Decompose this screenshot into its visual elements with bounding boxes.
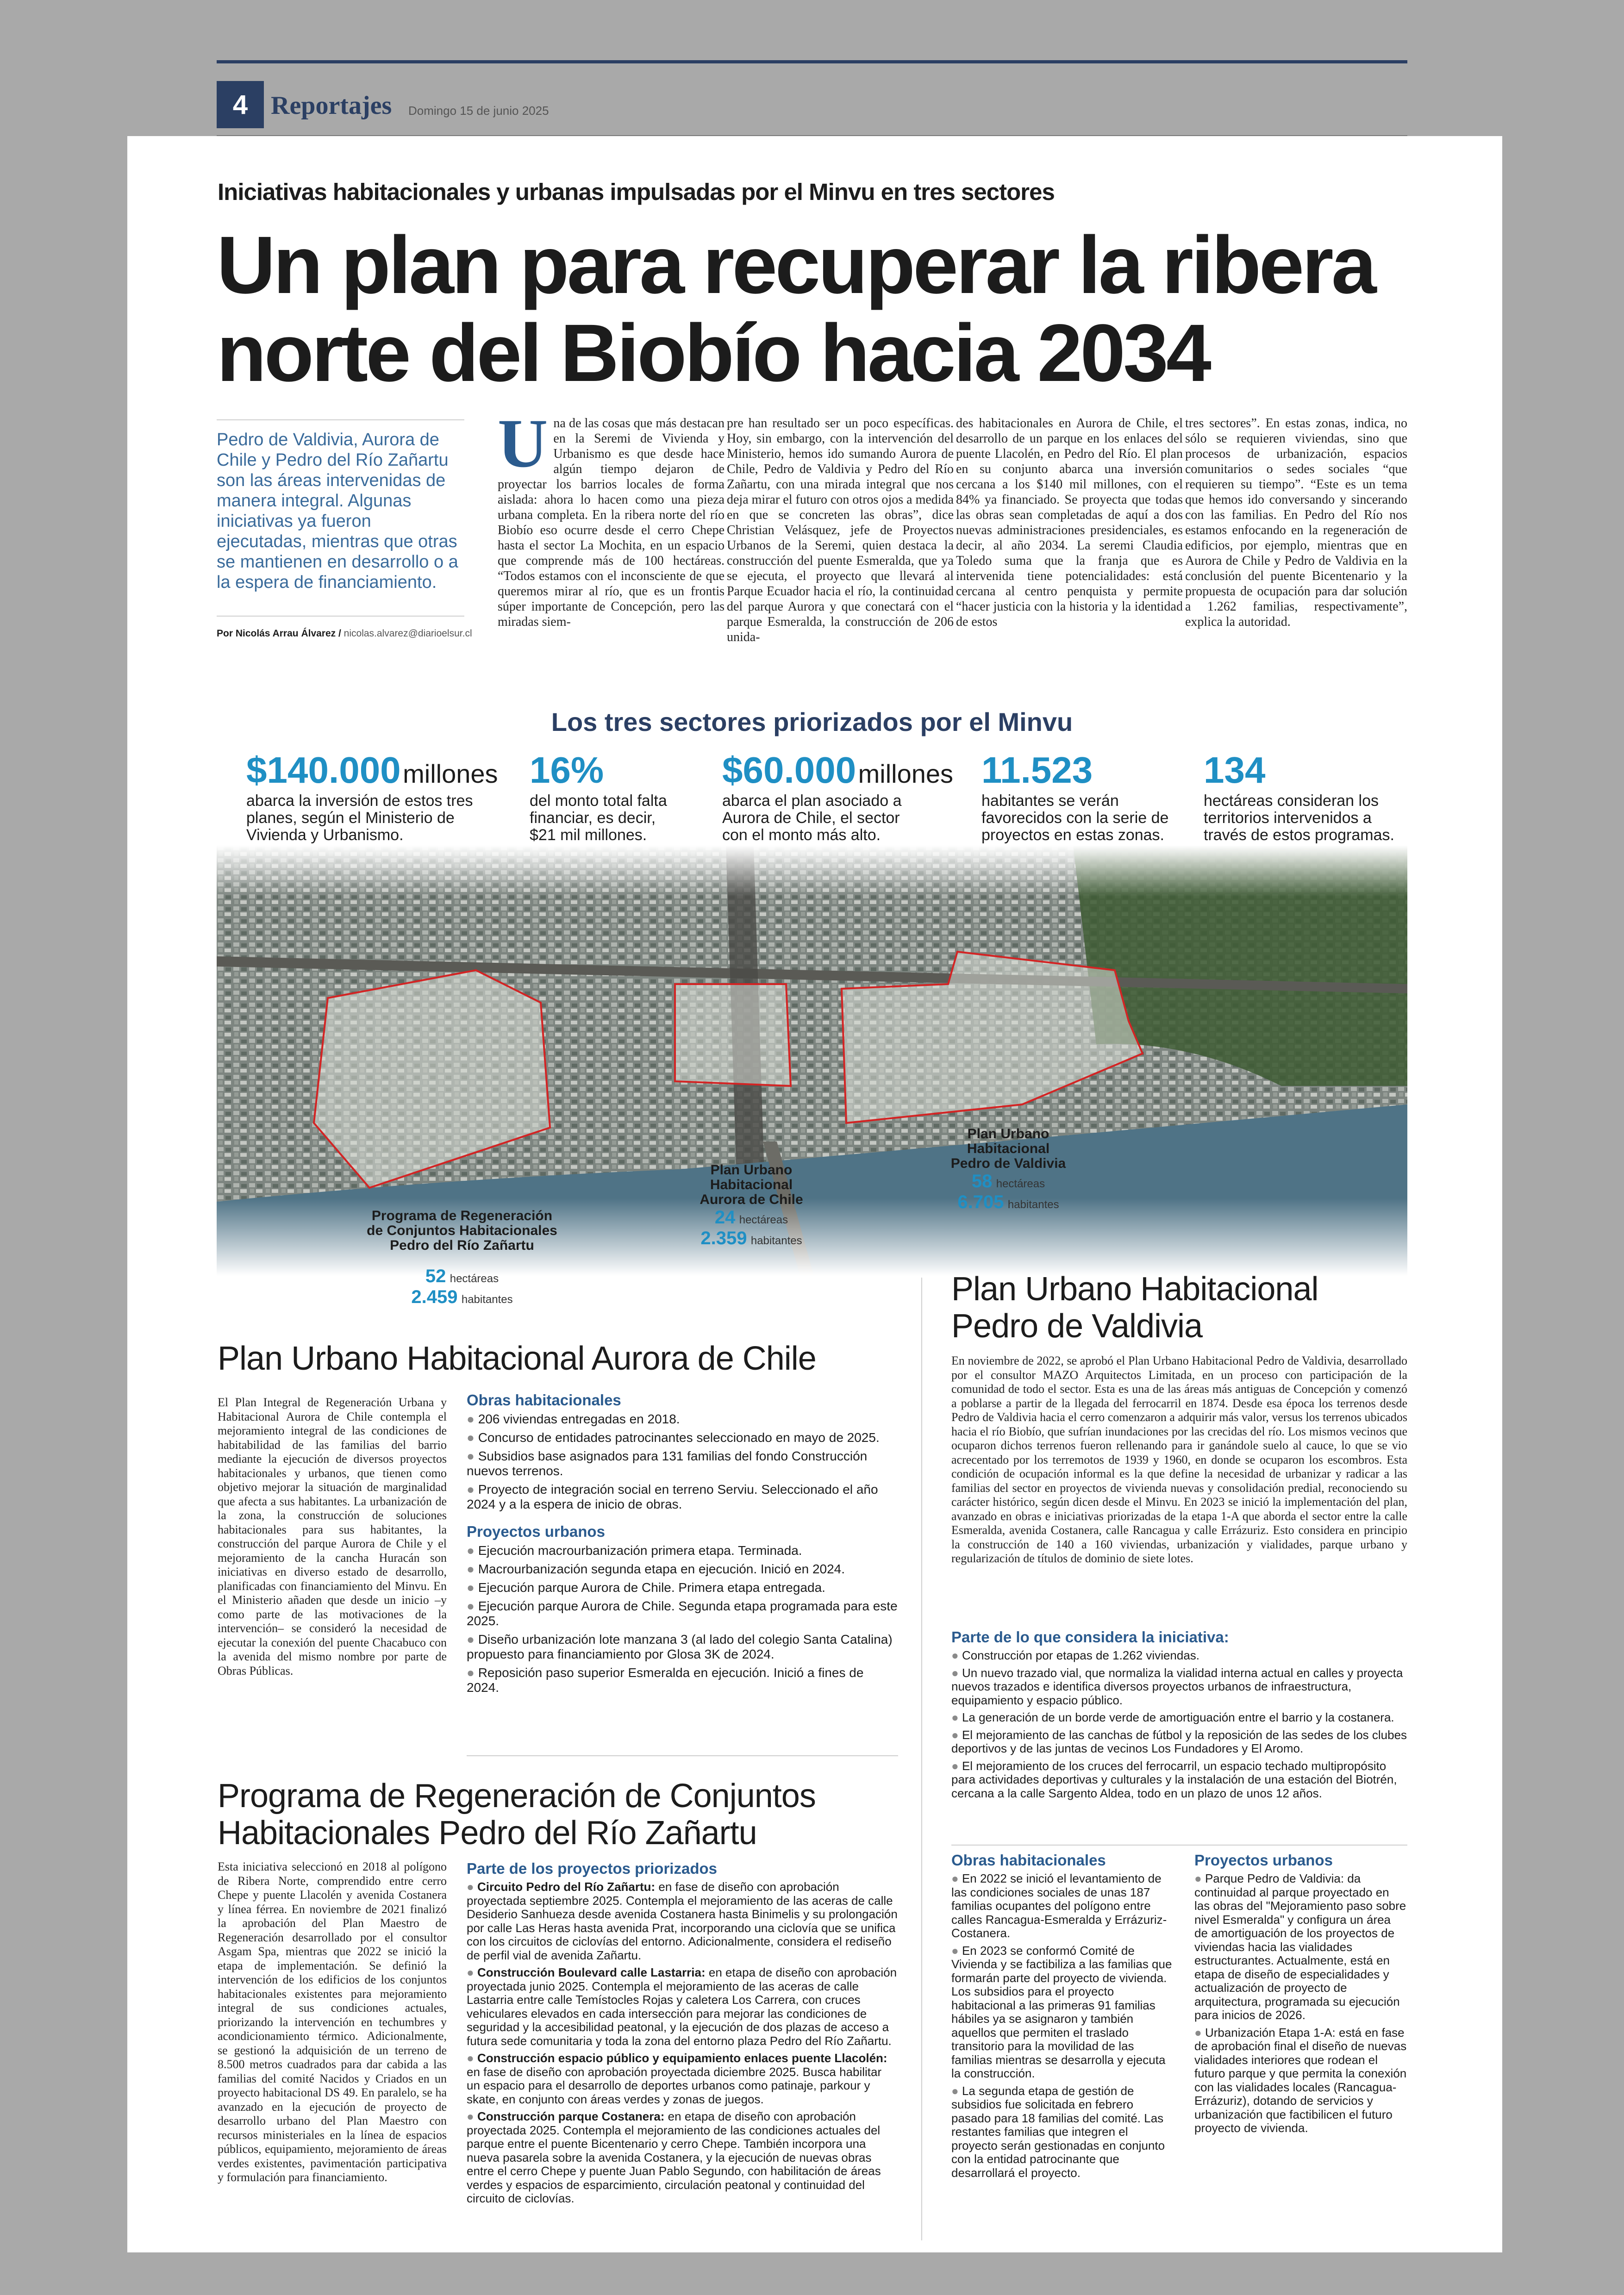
stat-desc-line: proyectos en estas zonas. — [981, 826, 1165, 844]
article-column-1 — [498, 405, 725, 630]
stat-aurora — [722, 749, 953, 844]
article-column-2: pre han resultado ser un poco específicas. Hoy, sin embargo, con la intervención del Ministerio, hemos ido sumando Aurora de Chile, Pedro de Valdivia y Pedro del Río Zañartu, con una mirada integral que nos deja mirar el futuro con otros ojos a medida en que se concreten las obras”, dice Christian Velásquez, jefe de Proyectos Urbanos de la Seremi, quien destaca la construcción del puente Esmeralda, que ya se ejecuta, el proyecto que llevará al Parque Ecuador hacia el río, la continuidad del parque Aurora y que conectará con el parque Esmeralda, la construcción de 206 unida- — [727, 416, 954, 644]
inhabitants-unit: habitantes — [1007, 1198, 1059, 1211]
label-line: Habitacional — [710, 1177, 793, 1192]
pdv-proyectos-list — [1194, 1872, 1407, 2135]
byline-email: nicolas.alvarez@diarioelsur.cl — [344, 628, 472, 639]
stat-value: $60.000 — [722, 749, 856, 791]
stat-desc — [981, 792, 1168, 844]
stat-desc — [530, 792, 667, 844]
item-text: en fase de diseño con aprobación proyectada septiembre 2025. Contempla el mejoramiento de las aceras de calle Desiderio Sanhueza desde avenida Costanera hasta Binimelis y su prolongación por calle Las Heras hasta avenida Prat, incorporando una ciclovía que se unifica con los circuitos de ciclovías del entorno. Adicionalmente, considera el rediseño de perfil vial de avenida Zañartu. — [467, 1880, 898, 1962]
list-item: ● El mejoramiento de los cruces del ferrocarril, un espacio techado multipropósito para actividades deportivas y culturales y la instalación de una estación del Biotrén, cercana a la calle Sargento Aldea, todo en un plazo de unos 12 años. — [951, 1759, 1407, 1801]
list-item: ● La segunda etapa de gestión de subsidios fue solicitada en febrero pasado para 18 familias del comité. Las restantes familias que integren el proyecto serán gestionadas en conjunto con la entidad patrocinante que desarrollará el proyecto. — [951, 2084, 1174, 2180]
label-line: de Conjuntos Habitacionales — [367, 1223, 557, 1238]
aurora-proyectos-title: Proyectos urbanos — [467, 1523, 605, 1540]
item-title: Construcción parque Costanera: — [477, 2109, 665, 2123]
label-line: Pedro del Río Zañartu — [390, 1238, 534, 1253]
overline: Iniciativas habitacionales y urbanas impulsadas por el Minvu en tres sectores — [218, 179, 1055, 205]
list-item: ● Ejecución parque Aurora de Chile. Segunda etapa programada para este 2025. — [467, 1599, 898, 1628]
stat-unit: millones — [858, 759, 954, 788]
pdr-hectares: 52 — [425, 1266, 446, 1286]
section-name: Reportajes — [271, 91, 392, 120]
list-item — [467, 2110, 898, 2206]
item-text: en fase de diseño con aprobación proyectada diciembre 2025. Busca habilitar un espacio para el desarrollo de deportes urbanos como patinaje, parkour y skate, en conjunto con áreas verdes y zonas de juegos. — [467, 2064, 882, 2106]
label-line: Pedro de Valdivia — [950, 1156, 1066, 1171]
stat-desc-line: habitantes se verán — [981, 792, 1119, 810]
label-pedro-del-rio-stats — [356, 1266, 568, 1308]
hectares-unit: hectáreas — [739, 1214, 788, 1226]
headline-line-2: norte del Biobío hacia 2034 — [217, 308, 1209, 399]
item-title: Construcción Boulevard calle Lastarria: — [477, 1965, 706, 1979]
pdv-hectares: 58 — [971, 1171, 993, 1191]
stat-desc-line: abarca la inversión de estos tres — [246, 792, 473, 810]
list-item: ● La generación de un borde verde de amortiguación entre el barrio y la costanera. — [951, 1711, 1407, 1725]
list-item: ● El mejoramiento de las canchas de fútbol y la reposición de las sedes de los clubes deportivos y de las juntas de vecinos Los Fundadores y El Aromo. — [951, 1728, 1407, 1756]
aurora-title: Plan Urbano Habitacional Aurora de Chile — [218, 1340, 816, 1377]
hectares-unit: hectáreas — [450, 1272, 499, 1285]
list-item — [467, 1880, 898, 1962]
headline-line-1: Un plan para recuperar la ribera — [217, 220, 1374, 311]
stat-desc-line: abarca el plan asociado a — [722, 792, 902, 810]
list-item: ● Construcción por etapas de 1.262 viviendas. — [951, 1649, 1407, 1663]
list-item: ● 206 viviendas entregadas en 2018. — [467, 1412, 898, 1427]
stat-desc — [722, 792, 953, 844]
stat-desc-line: del monto total falta — [530, 792, 667, 810]
headline — [217, 221, 1420, 397]
list-item: ● Ejecución parque Aurora de Chile. Primera etapa entregada. — [467, 1580, 898, 1595]
pdr-items — [467, 1880, 898, 2206]
item-title: Circuito Pedro del Río Zañartu: — [477, 1880, 656, 1894]
aurora-inhabitants: 2.359 — [700, 1228, 747, 1248]
list-item: ● Urbanización Etapa 1-A: está en fase de aprobación final el diseño de nuevas vialidades interiores que rodean el futuro parque y que permita la conexión con las vialidades locales (Rancagua-Errázuriz), dotando de servicios y urbanización que factibilicen el futuro proyecto de vivienda. — [1194, 2026, 1407, 2135]
stat-desc-line: favorecidos con la serie de — [981, 809, 1169, 827]
list-item: ● Reposición paso superior Esmeralda en ejecución. Inició a fines de 2024. — [467, 1665, 898, 1695]
inhabitants-unit: habitantes — [461, 1293, 513, 1306]
pdr-list — [467, 1860, 898, 2209]
stat-unit: millones — [403, 759, 498, 788]
stat-desc-line: Aurora de Chile, el sector — [722, 809, 900, 827]
list-item: ● Subsidios base asignados para 131 familias del fondo Construcción nuevos terrenos. — [467, 1449, 898, 1478]
article-col1-text: na de las cosas que más destacan en la Seremi de Vivienda y Urbanismo es que desde hace algún tiempo dejaron de proyectar los barrios locales de forma aislada: ahora lo hacen como una pieza urbana completa. En la ribera norte del río Biobío eso ocurre desde el cerro Chepe hasta el sector La Mochita, en un espacio que comprende más de 100 hectáreas. “Todos estamos con el inconsciente de que queremos mirar al río, que es un frontis súper importante de Concepción, pero las miradas siem- — [498, 416, 725, 629]
stat-desc-line: hectáreas consideran los — [1204, 792, 1379, 810]
pdv-obras-title: Obras habitacionales — [951, 1852, 1106, 1869]
list-item: ● Proyecto de integración social en terreno Serviu. Seleccionado el año 2024 y a la espera de inicio de obras. — [467, 1482, 898, 1512]
aurora-lists — [467, 1391, 898, 1699]
aerial-map — [217, 845, 1407, 1276]
item-text: en etapa de diseño con aprobación proyectada junio 2025. Contempla el mejoramiento de las aceras de calle Lastarria entre calle Temístocles Rojas y caletera Los Carrera, con cruces vehiculares elevados en cada intersección para mejorar las condiciones de seguridad y la accesibilidad peatonal, y la ejecución de dos plazas de acceso a futura sede comunitaria y toda la zona del entorno plaza Pedro del Río Zañartu. — [467, 1965, 897, 2048]
byline — [217, 628, 472, 639]
stat-value: 11.523 — [981, 749, 1093, 791]
stat-desc — [1204, 792, 1394, 844]
label-line: Programa de Regeneración — [371, 1208, 553, 1223]
list-item: ● En 2023 se conformó Comité de Vivienda y se factibiliza a las familias que formarán parte del proyecto de vivienda. Los subsidios para el proyecto habitacional a las primeras 91 familias hábiles ya se asignaron y también aquellos que permiten el traslado transitorio para la movilidad de las familias mientras se desarrolla y ejecuta la construcción. — [951, 1944, 1174, 2081]
label-pedro-del-rio — [356, 1209, 568, 1253]
stat-hectares — [1204, 749, 1394, 844]
stat-investment — [246, 749, 498, 844]
pdr-parte-title: Parte de los proyectos priorizados — [467, 1860, 717, 1877]
list-item: ● Un nuevo trazado vial, que normaliza la vialidad interna actual en calles y proyecta nuevos trazados e identifica diversos proyectos urbanos de infraestructura, equipamiento y espacio público. — [951, 1666, 1407, 1708]
list-item: ● En 2022 se inició el levantamiento de las condiciones sociales de unas 187 familias ocupantes del polígono entre calles Rancagua-Esmeralda y Errázuriz-Costanera. — [951, 1872, 1174, 1940]
stat-desc-line: través de estos programas. — [1204, 826, 1394, 844]
label-line: Habitacional — [967, 1141, 1050, 1156]
pdv-obras — [951, 1852, 1174, 2183]
stat-desc-line: con el monto más alto. — [722, 826, 881, 844]
pdv-title-line: Plan Urbano Habitacional — [951, 1271, 1318, 1308]
list-item: ● Macrourbanización segunda etapa en ejecución. Inició en 2024. — [467, 1562, 898, 1577]
list-item: ● Concurso de entidades patrocinantes seleccionado en mayo de 2025. — [467, 1430, 898, 1445]
label-line: Plan Urbano — [710, 1162, 793, 1178]
lead-rule-bottom — [217, 616, 464, 617]
pdv-title — [951, 1271, 1318, 1345]
pdv-text: En noviembre de 2022, se aprobó el Plan Urbano Habitacional Pedro de Valdivia, desarrollado por el consultor MAZO Arquitectos Limitada, en un proceso con participación de la comunidad de todo el sector. Esta es una de las áreas más antiguas de Concepción y comenzó a poblarse a partir de la llegada del ferrocarril en 1874. Desde esa época los terrenos desde Pedro de Valdivia hacia el cerro comenzaron a adquirir más valor, versus los terrenos ubicados hacia el río Biobío, que sufrían inundaciones por las crecidas del río. Los mismos vecinos que ocuparon dichos terrenos fueron rellenando para ir ganándole suelo al cauce, lo que se vio acrecentado por los terremotos de 1939 y 1960, en donde se ocuparon los escombros. Esta condición de ocupación informal es la que define la necesidad de urbanizar y radicar a las familias del sector en proyectos de vivienda nuevas y consolidación predial, reconociendo su carácter histórico, según dicen desde el Minvu. En 2023 se inició la implementación del plan, avanzado en obras e iniciativas priorizadas de la etapa 1-A que aborda el sector entre la calle Esmeralda, avenida Costanera, calle Rancagua y calle Errázuriz. Esto considera en principio la construcción de 140 a 160 viviendas, urbanización y vialidades, parque urbano y regularización de títulos de dominio de siete lotes. — [951, 1354, 1407, 1565]
top-rule — [217, 60, 1407, 63]
pdv-title-line: Pedro de Valdivia — [951, 1308, 1203, 1345]
infographic-title: Los tres sectores priorizados por el Minvu — [551, 707, 1073, 736]
aurora-hectares: 24 — [714, 1207, 736, 1228]
pdr-title-line: Programa de Regeneración de Conjuntos — [218, 1777, 816, 1815]
article-column-3: des habitacionales en Aurora de Chile, el desarrollo de un parque en los enlaces del puente Llacolén, en Pedro del Río. El plan en su conjunto abarca una inversión cercana a los $140 mil millones, con el 84% ya financiado. Se proyecta que todas las obras sean completadas de aquí a dos nuevas administraciones presidenciales, es decir, al año 2034. La seremi Claudia Toledo suma que la franja que es intervenida tiene potencialidades: está cercana al centro penquista y permite “hacer justicia con la historia y la identidad de estos — [956, 416, 1183, 629]
stat-pending — [530, 749, 667, 844]
list-item: ● Diseño urbanización lote manzana 3 (al lado del colegio Santa Catalina) propuesto para financiamiento por Glosa 3K de 2024. — [467, 1632, 898, 1662]
pdv-proyectos-title: Proyectos urbanos — [1194, 1852, 1333, 1869]
stat-desc-line: territorios intervenidos a — [1204, 809, 1372, 827]
list-item: ● Ejecución macrourbanización primera etapa. Terminada. — [467, 1543, 898, 1558]
section-divider — [467, 1755, 898, 1756]
pdv-divider — [951, 1845, 1407, 1846]
stat-inhabitants — [981, 749, 1168, 844]
hectares-unit: hectáreas — [996, 1178, 1045, 1190]
pdr-title — [218, 1777, 816, 1852]
column-divider — [921, 1278, 922, 2240]
stat-desc-line: planes, según el Ministerio de — [246, 809, 455, 827]
aurora-proyectos-list — [467, 1543, 898, 1695]
list-item: ● Parque Pedro de Valdivia: da continuidad al parque proyectado en las obras del "Mejoramiento paso sobre nivel Esmeralda" y configura un área de amortiguación de los proyectos de viviendas hacia las vialidades estructurantes. Actualmente, está en etapa de diseño de especialidades y actualización de proyecto de arquitectura, programada su ejecución para inicios de 2026. — [1194, 1872, 1407, 2022]
aurora-obras-title: Obras habitacionales — [467, 1391, 621, 1409]
byline-author: Por Nicolás Arrau Álvarez / — [217, 628, 341, 639]
item-text: en etapa de diseño con aprobación proyectada 2025. Contempla el mejoramiento de las condiciones actuales del parque entre el puente Bicentenario y cerro Chepe. También incorpora una nueva pasarela sobre la avenida Costanera, y la ejecución de nuevas obras entre el cerro Chepe y puente Juan Pablo Segundo, con habilitación de áreas verdes y espacios de esparcimiento, circulación peatonal y continuidad del circuito de ciclovías. — [467, 2109, 881, 2205]
label-line: Aurora de Chile — [700, 1192, 803, 1207]
article-column-4: tres sectores”. En estas zonas, indica, no sólo se requieren viviendas, sino que procesos de urbanización, espacios comunitarios o sedes sociales “que requieren su tiempo”. “Este es un tema que hemos ido conversando y sincerando con las familias. En Pedro del Río nos estamos enfocando en la regeneración de edificios, por ejemplo, mientras que en Aurora de Chile y Pedro de Valdivia en la conclusión del puente Bicentenario y la propuesta de ocupación para dar solución a 1.262 familias, respectivamente”, explica la autoridad. — [1185, 416, 1407, 629]
pdr-inhabitants: 2.459 — [411, 1287, 458, 1307]
label-pedro-de-valdivia — [934, 1127, 1082, 1213]
stat-value: $140.000 — [246, 749, 401, 791]
pdr-title-line: Habitacionales Pedro del Río Zañartu — [218, 1815, 757, 1852]
lead: Pedro de Valdivia, Aurora de Chile y Pedro del Río Zañartu son las áreas intervenidas de manera integral. Algunas iniciativas ya fueron ejecutadas, mientras que otras se mantienen en desarrollo o a la espera de financiamiento. — [217, 430, 458, 592]
aurora-text: El Plan Integral de Regeneración Urbana y Habitacional Aurora de Chile contempla el mejoramiento integral de las condiciones de habitabilidad de las familias del barrio mediante la ejecución de diversos proyectos habitacionales y urbanos, que tienen como objetivo mejorar la situación de marginalidad que afecta a sus habitantes. La urbanización de la zona, la construcción de soluciones habitacionales para sus habitantes, la construcción del parque Aurora de Chile y el mejoramiento de la cancha Huracán son iniciativas en diverso estado de desarrollo, planificadas con financiamiento del Minvu. En el Ministerio añaden que desde un inicio –y como parte de las motivaciones de la intervención– se consideró la necesidad de ejecutar la conexión del puente Chacabuco con la avenida del mismo nombre por parte de Obras Públicas. — [218, 1396, 447, 1678]
label-aurora-de-chile — [680, 1163, 823, 1249]
list-item — [467, 1966, 898, 2048]
pdr-text: Esta iniciativa seleccionó en 2018 al polígono de Ribera Norte, comprendido entre cerro Chepe y puente Llacolén y avenida Costanera y línea férrea. En noviembre de 2021 finalizó la aprobación del Plan Maestro de Regeneración desarrollado por el consultor Asgam Spa, mientras que 2022 se inició la etapa de implementación. Se definió la intervención de los edificios de los conjuntos habitacionales existentes para mejoramiento integral de sus condiciones actuales, priorizando la intervención en techumbres y acondicionamiento térmico. Adicionalmente, se gestionó la adquisición de un terreno de 8.500 metros cuadrados para dar cabida a las familias del comité Nacidos y Criados en un proyecto habitacional DS 49. En paralelo, se ha avanzado en la ejecución de proyecto de desarrollo urbano del Plan Maestro con recursos ministeriales en la línea de espacios públicos, equipamiento, mejoramiento de áreas verdes existentes, pavimentación participativa y formulación para financiamiento. — [218, 1860, 447, 2184]
drop-cap: U — [498, 405, 548, 482]
pdv-inhabitants: 6.705 — [957, 1192, 1004, 1212]
item-title: Construcción espacio público y equipamiento enlaces puente Llacolén: — [477, 2051, 887, 2065]
stat-value: 134 — [1204, 749, 1266, 791]
list-item — [467, 2052, 898, 2106]
stat-desc-line: $21 mil millones. — [530, 826, 647, 844]
pdv-parte — [951, 1628, 1407, 1804]
stat-desc-line: financiar, es decir, — [530, 809, 656, 827]
stat-value: 16% — [530, 749, 604, 791]
stat-desc-line: Vivienda y Urbanismo. — [246, 826, 404, 844]
pdv-obras-list — [951, 1872, 1174, 2180]
aurora-obras-list — [467, 1412, 898, 1512]
pdv-parte-list — [951, 1649, 1407, 1800]
pdv-parte-title: Parte de lo que considera la iniciativa: — [951, 1628, 1229, 1646]
inhabitants-unit: habitantes — [750, 1235, 802, 1247]
label-line: Plan Urbano — [967, 1126, 1049, 1141]
page-number: 4 — [217, 81, 264, 128]
stat-desc — [246, 792, 498, 844]
pdv-proyectos — [1194, 1852, 1407, 2139]
lead-rule-top — [217, 419, 464, 420]
date: Domingo 15 de junio 2025 — [408, 104, 549, 118]
